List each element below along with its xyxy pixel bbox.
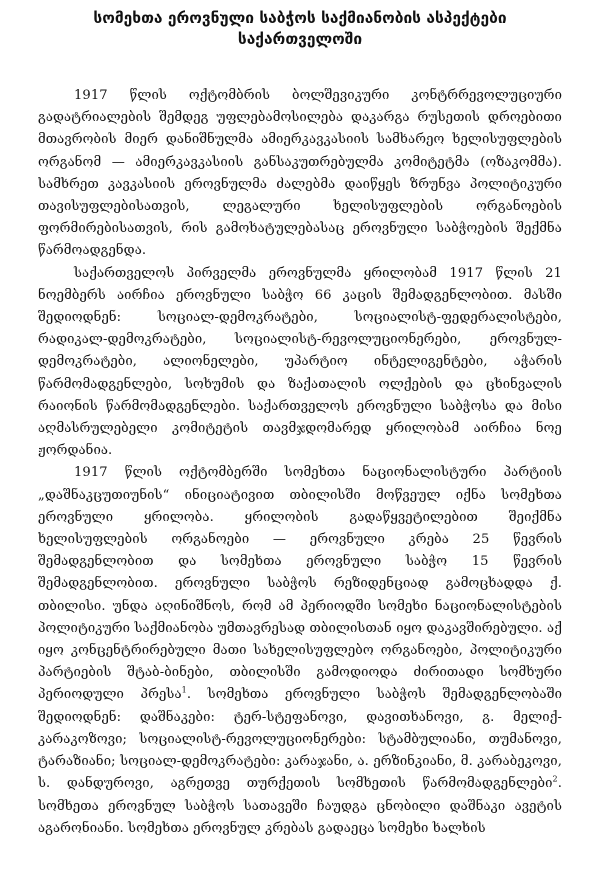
document-title <box>38 8 562 50</box>
paragraph <box>38 85 562 263</box>
paragraph <box>38 462 562 839</box>
paragraph-text: საქართველოს პირველმა ეროვნულმა ყრილობამ 1917 წლის 21 ნოემბერს აირჩია ეროვნული საბჭო 66 კაცის შემადგენლობით. მასში შედიოდნენ: სოციალ-დემოკრატები, სოციალისტ-ფედერალისტები, რადიკალ-დემოკრატები, სოციალისტ-რევოლუციონერები, ეროვნულ-დემოკრატები, ალიონელები, უპარტიო ინტელიგენტები, აჭარის წარმომადგენლები, სოხუმის და ზაქათალის ოლქების და ცხინვალის რაიონის წარმომადგენლები. საქართველოს ეროვნული საბჭოსა და მისი აღმასრულებელი კომიტეტის თავმჯდომარედ ყრილობამ აირჩია ნოე ჟორდანია. <box>38 265 562 459</box>
paragraph-text: . სომხეთა ეროვნულ საბჭოს სათავეში ჩაუდგა ცნობილი დაშნაკი ავეტის აგარონიანი. სომეხთა ეროვნულ კრებას გადაეცა სომეხი ხალხის <box>38 776 562 836</box>
title-line-1: სომეხთა ეროვნული საბჭოს საქმიანობის ასპექტები <box>93 9 507 27</box>
paragraph-text: 1917 წლის ოქტომბერში სომეხთა ნაციონალისტური პარტიის „დაშნაკცუთიუნის“ ინიციატივით თბილისში მოწვეულ იქნა სომეხთა ეროვნული ყრილობა. ყრილობის გადაწყვეტილებით შეიქმნა ხელისუფლების ორგანოები — ეროვნული კრება 25 წევრის შემადგენლობით და სომეხთა ეროვნული საბჭო 15 წევრის შემადგენლობით. ეროვნული საბჭოს რეზიდენციად გამოცხადდა ქ. თბილისი. უნდა აღინიშნოს, რომ ამ პერიოდში სომეხი ნაციონალისტების პოლიტიკური საქმიანობა უმთავრესად თბილისთან იყო დაკავშირებული. აქ იყო კონცენტრირებული მათი სახელისუფლებო ორგანოები, პოლიტიკური პარტიების შტაბ-ბინები, თბილისში გამოდიოდა ძირითადი სომხური პერიოდული პრესა <box>38 465 562 703</box>
paragraph-text: . სომეხთა ეროვნული საბჭოს შემადგენლობაში შედიოდნენ: დაშნაკები: ტერ-სტეფანოვი, დავითხანოვი, გ. მელიქ-კარაკოზოვი; სოციალისტ-რევოლუციონერები: სტამბულიანი, თუმანოვი, ტარაზიანი; სოციალ-დემოკრატები: კარაჯანი, ა. ერზინკიანი, მ. კარაბეკოვი, ს. დანდუროვი, აგრეთვე თურქეთის სომხეთის წარმომადგენლები <box>38 687 562 792</box>
paragraph-text: 1917 წლის ოქტომბრის ბოლშევიკური კონტრრევოლუციური გადატრიალების შემდეგ უფლებამოსილება დაკარგა რუსეთის დროებითი მთავრობის მიერ დანიშნულმა ამიერკავკასიის სამხარეო ხელისუფლების ორგანომ — ამიერკავკასიის განსაკუთრებულმა კომიტეტმა (ოზაკომმა). სამხრეთ კავკასიის ეროვნულმა ძალებმა დაიწყეს ზრუნვა პოლიტიკური თავისუფლებისათვის, ლეგალური ხელისუფლების ორგანოების ფორმირებისათვის, რის გამოხატულებასაც ეროვნული საბჭოების შექმნა წარმოადგენდა. <box>38 88 562 259</box>
paragraph <box>38 263 562 463</box>
footnote-marker: 2 <box>552 774 558 784</box>
title-line-2: საქართველოში <box>237 30 363 48</box>
footnote-marker: 1 <box>181 686 187 696</box>
document-page <box>38 8 562 884</box>
document-body <box>38 85 562 840</box>
